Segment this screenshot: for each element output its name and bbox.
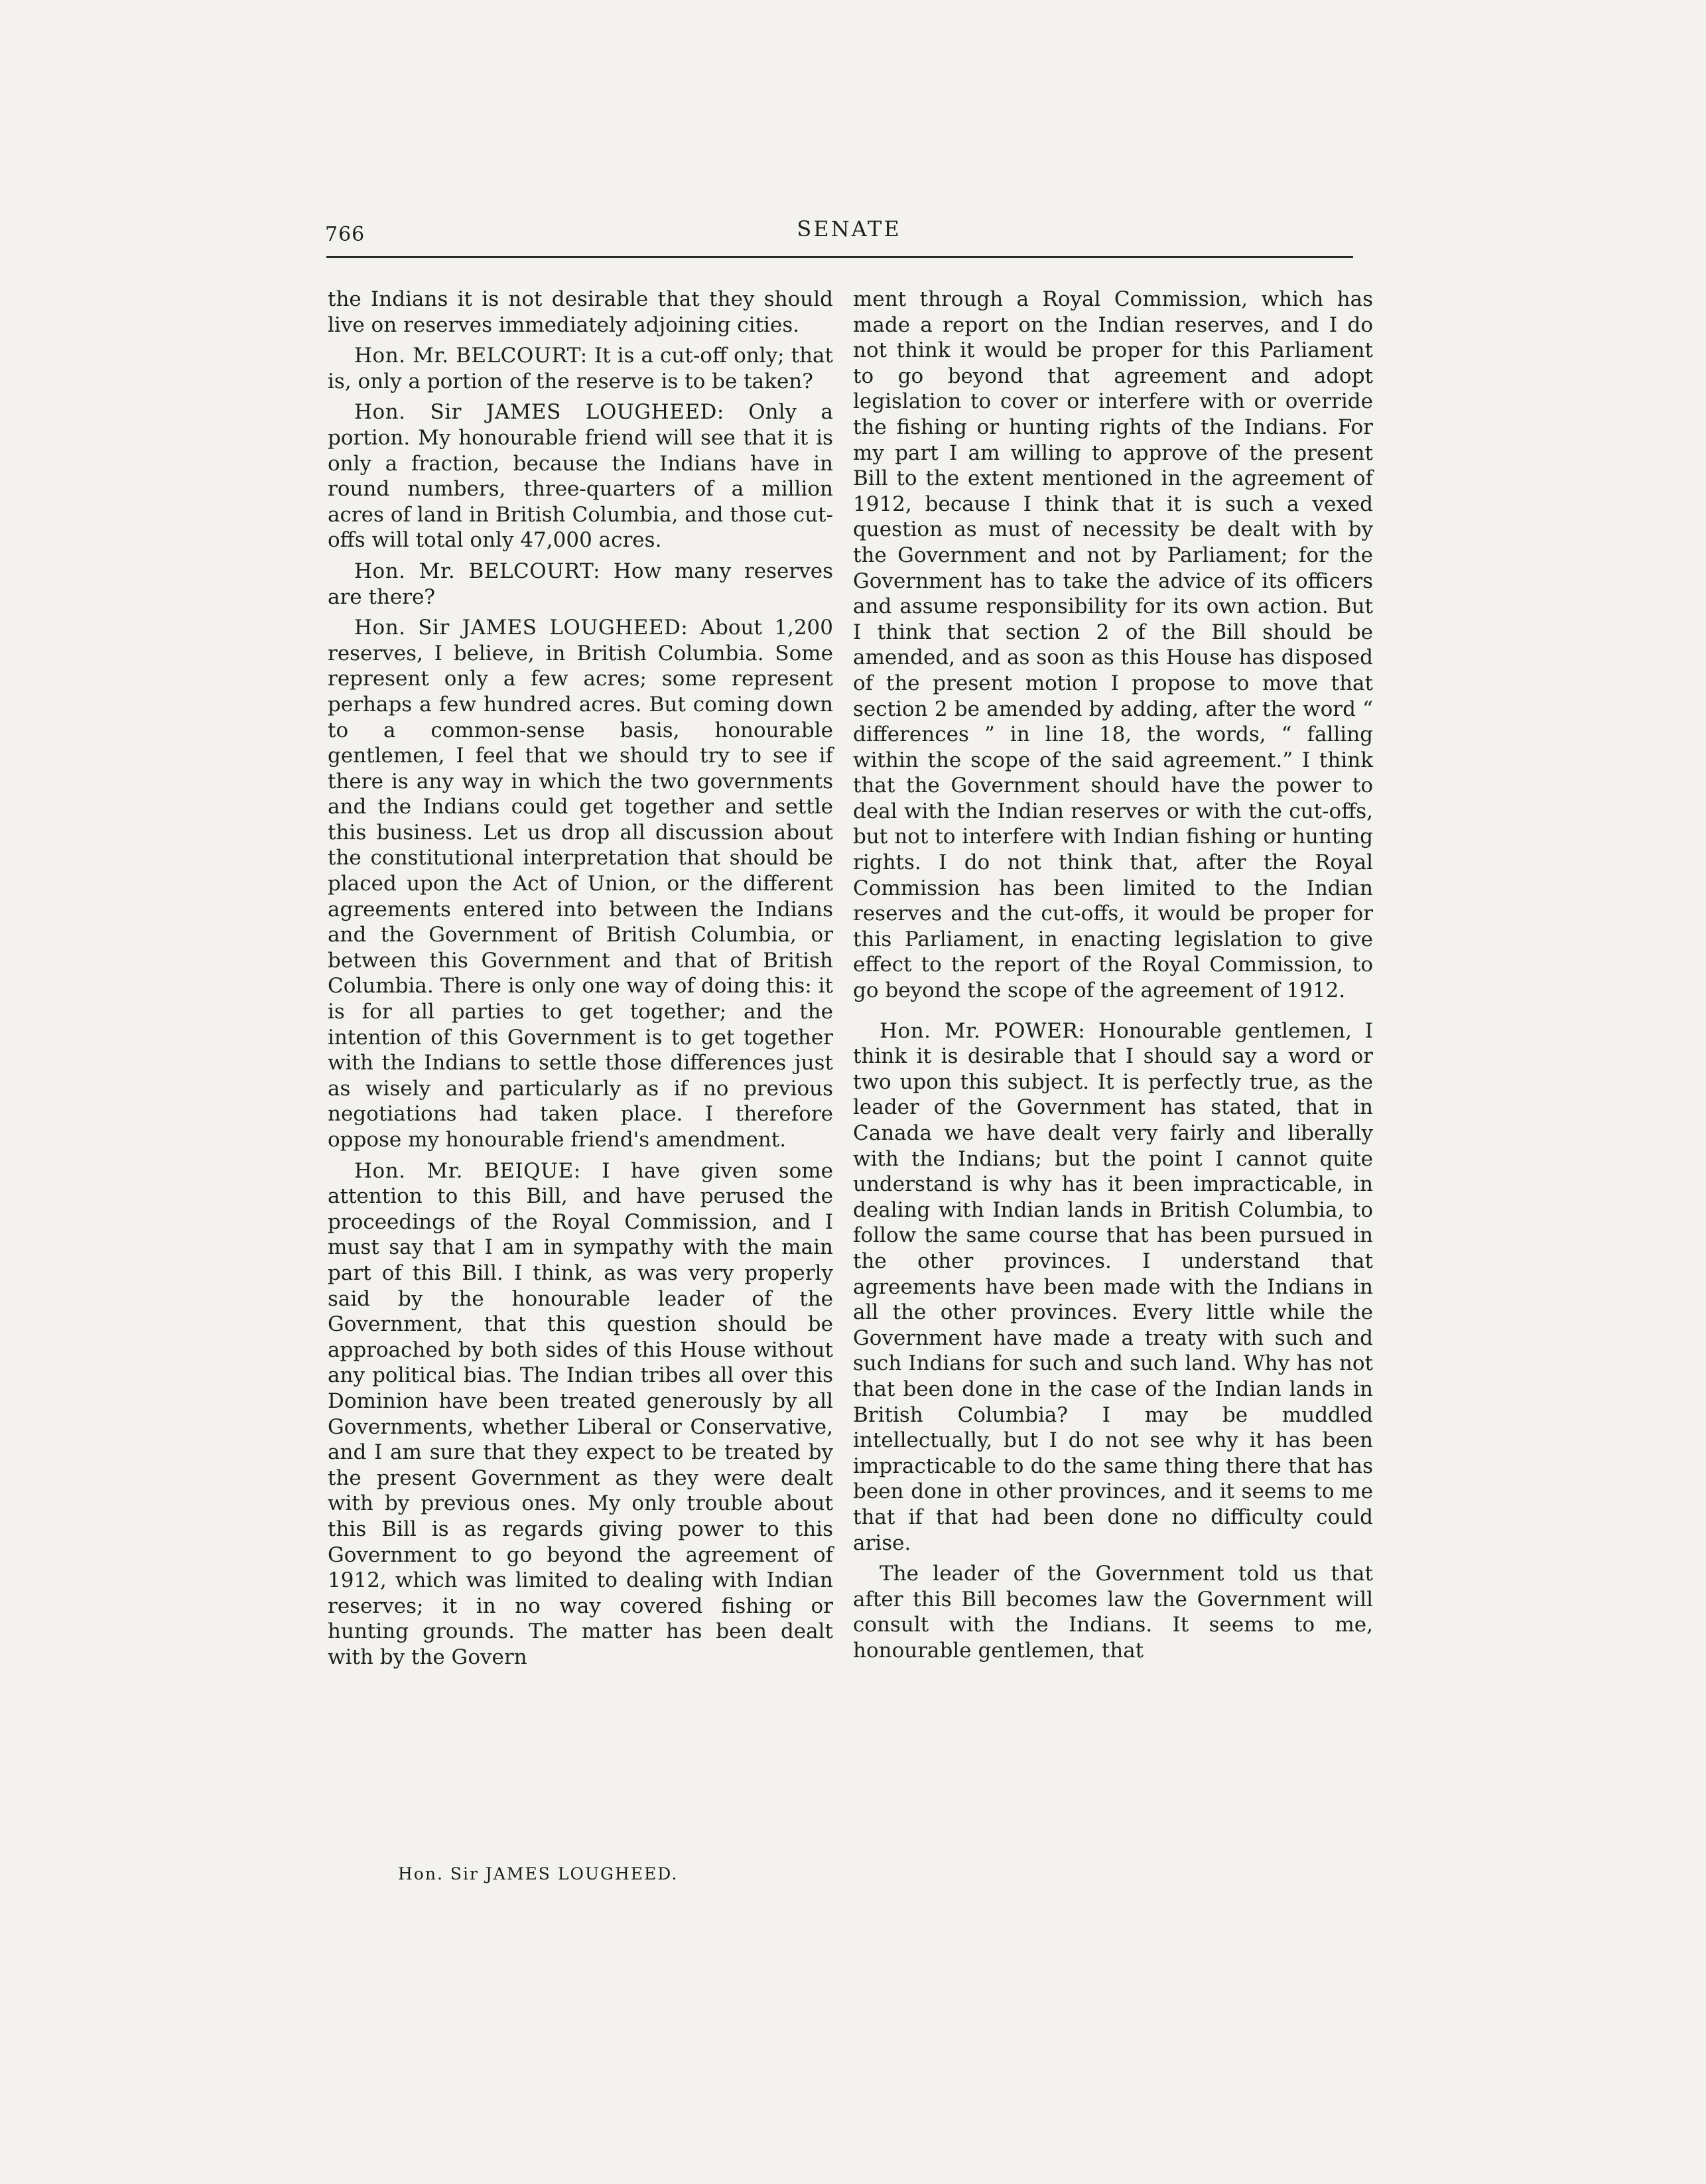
speech-paragraph <box>853 1018 1373 1556</box>
running-foot: Hon. Sir JAMES LOUGHEED. <box>398 1864 679 1883</box>
header-rule <box>326 256 1353 258</box>
speech-paragraph <box>328 343 833 394</box>
paragraph-text: About 1,200 reserves, I believe, in British Columbia. Some represent only a few acres; some represent perhaps a few hundred acres. But coming down to a common-sense basis, honourable gentlemen, I feel that we should try to see if there is any way in which the two governments and the Indians could get together and settle this business. Let us drop all discussion about the constitutional interpretation that should be placed upon the Act of Union, or the different agreements entered into between the Indians and the Government of British Columbia, or between this Government and that of British Columbia. There is only one way of doing this: it is for all parties to get together; and the intention of this Government is to get together with the Indians to settle those differences just as wisely and particularly as if no previous negotiations had taken place. I therefore oppose my honourable friend's amendment. <box>328 616 833 1152</box>
speech-paragraph <box>328 1158 833 1671</box>
paragraph-text: It is a cut-off only; that is, only a portion of the reserve is to be taken? <box>328 344 834 393</box>
left-column <box>328 287 833 1675</box>
page-number: 766 <box>325 223 365 246</box>
speech-paragraph <box>328 559 833 610</box>
paragraph-text: Only a portion. My honourable friend will see that it is only a fraction, because the Indians have in round numbers, three-quarters of a million acres of land in British Columbia, and those cut-offs will total only 47,000 acres. <box>328 400 833 553</box>
speaker-name: Hon. Mr. BEIQUE: <box>354 1158 581 1183</box>
speaker-name: Hon. Mr. BELCOURT: <box>354 559 601 583</box>
speaker-name: Hon. Mr. BELCOURT: <box>354 344 588 368</box>
speaker-name: Hon. Sir JAMES LOUGHEED: <box>354 400 724 425</box>
paragraph-text: ment through a Royal Commission, which has made a report on the Indian reserves, and I do not think it would be proper for this Parliament to go beyond that agreement and adopt legislation to cover or interfere with or override the fishing or hunting rights of the Indians. For my part I am willing to approve of the present Bill to the extent mentioned in the agreement of 1912, because I think that it is such a vexed question as must of necessity be dealt with by the Government and not by Parliament; for the Government has to take the advice of its officers and assume responsibility for its own action. But I think that section 2 of the Bill should be amended, and as soon as this House has disposed of the present motion I propose to move that section 2 be amended by adding, after the word “ differences ” in line 18, the words, “ falling within the scope of the said agreement.” I think that the Government should have the power to deal with the Indian reserves or with the cut-offs, but not to interfere with Indian fishing or hunting rights. I do not think that, after the Royal Commission has been limited to the Indian reserves and the cut-offs, it would be proper for this Parliament, in enacting legislation to give effect to the report of the Royal Commission, to go beyond the scope of the agreement of 1912. <box>853 287 1373 1003</box>
paragraph <box>853 1561 1373 1663</box>
speaker-name: Hon. Mr. POWER: <box>880 1018 1086 1043</box>
paragraph-text: the Indians it is not desirable that they should live on reserves immediately adjoining cities. <box>328 287 833 337</box>
paragraph-text: How many reserves are there? <box>328 559 833 609</box>
paragraph-text: I have given some attention to this Bill, and have perused the proceedings of the Royal Commission, and I must say that I am in sympathy with the main part of this Bill. I think, as was very properly said by the honourable leader of the Government, that this question should be approached by both sides of this House without any political bias. The Indian tribes all over this Dominion have been treated generously by all Governments, whether Liberal or Conservative, and I am sure that they expect to be treated by the present Government as they were dealt with by previous ones. My only trouble about this Bill is as regards giving power to this Government to go beyond the agreement of 1912, which was limited to dealing with Indian reserves; it in no way covered fishing or hunting grounds. The matter has been dealt with by the Govern <box>328 1158 834 1669</box>
running-head: SENATE <box>797 216 901 241</box>
paragraph-text: The leader of the Government told us that after this Bill becomes law the Government will consult with the Indians. It seems to me, honourable gentlemen, that <box>853 1562 1373 1663</box>
speech-paragraph <box>328 399 833 553</box>
paragraph <box>853 287 1373 1004</box>
paragraph-text: Honourable gentlemen, I think it is desirable that I should say a word or two upon this subject. It is perfectly true, as the leader of the Government has stated, that in Canada we have dealt very fairly and liberally with the Indians; but the point I cannot quite understand is why has it been impracticable, in dealing with Indian lands in British Columbia, to follow the same course that has been pursued in the other provinces. I understand that agreements have been made with the Indians in all the other provinces. Every little while the Government have made a treaty with such and such Indians for such and such land. Why has not that been done in the case of the Indian lands in British Columbia? I may be muddled intellectually, but I do not see why it has been impracticable to do the same thing there that has been done in other provinces, and it seems to me that if that had been done no difficulty could arise. <box>853 1018 1373 1555</box>
paragraph <box>328 287 833 338</box>
speech-paragraph <box>328 615 833 1152</box>
speaker-name: Hon. Sir JAMES LOUGHEED: <box>354 616 689 640</box>
right-column <box>853 287 1373 1669</box>
